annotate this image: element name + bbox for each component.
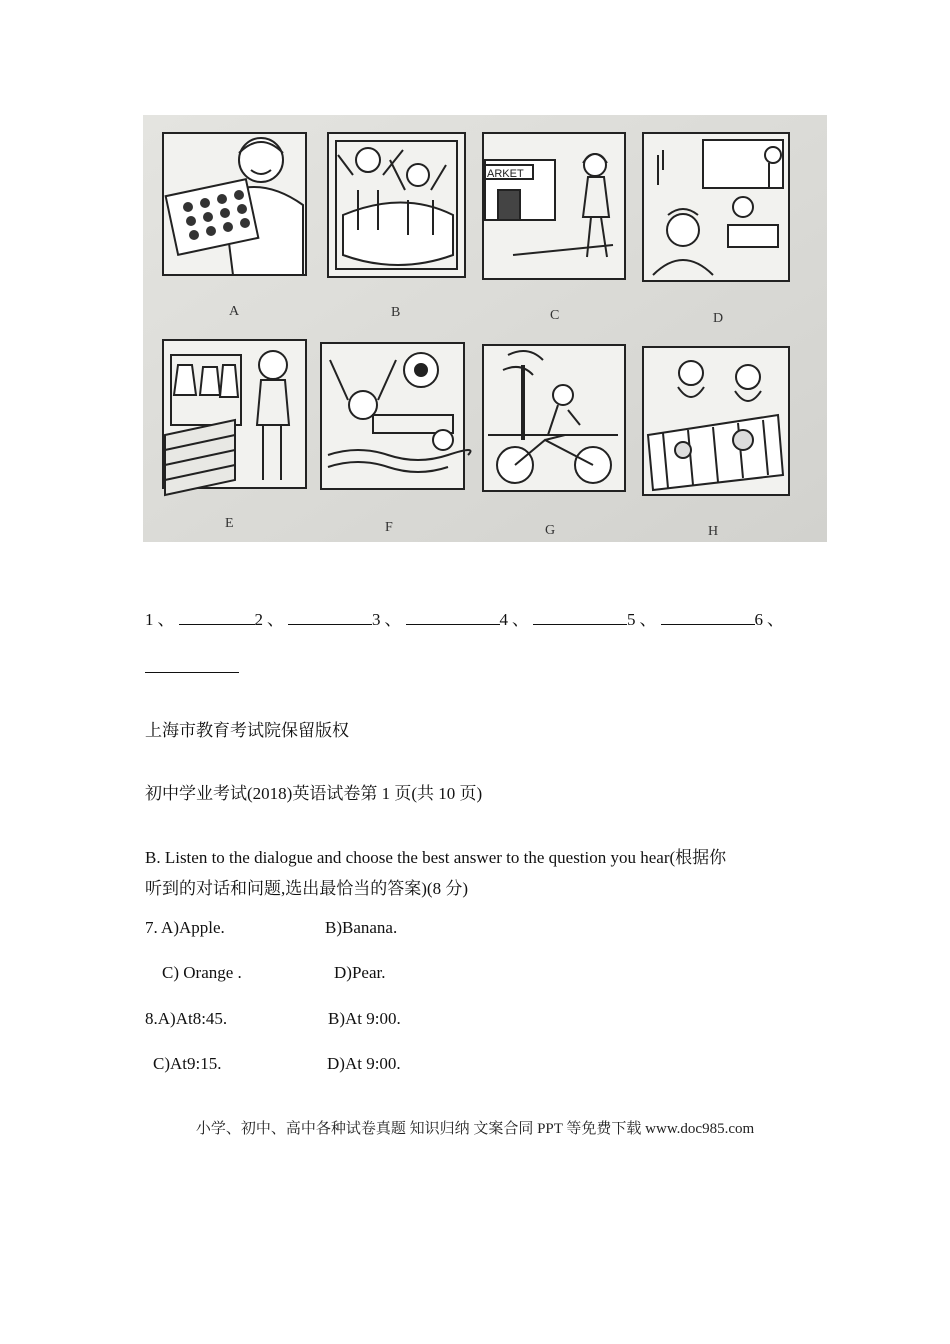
answer-4-blank[interactable] <box>533 610 627 625</box>
q8-option-c[interactable]: C)At9:15. <box>153 1054 222 1073</box>
question-8-row2 <box>153 1054 401 1074</box>
copyright-notice: 上海市教育考试院保留版权 <box>145 721 349 740</box>
q7-option-d[interactable]: D)Pear. <box>334 963 386 982</box>
answer-5-num: 5 <box>627 610 636 629</box>
answer-2-sep: 、 <box>267 610 284 629</box>
picture-g <box>483 345 625 491</box>
svg-text:ARKET: ARKET <box>487 168 524 180</box>
label-a: A <box>229 304 240 319</box>
picture-c <box>483 133 625 279</box>
footer-promo: 小学、初中、高中各种试卷真题 知识归纳 文案合同 PPT 等免费下载 www.doc985.com <box>195 1121 755 1137</box>
q8-option-d[interactable]: D)At 9:00. <box>327 1054 401 1073</box>
q8-option-b[interactable]: B)At 9:00. <box>328 1009 401 1028</box>
picture-e <box>163 340 306 495</box>
q8-option-a[interactable]: 8.A)At8:45. <box>145 1009 228 1028</box>
question-7-row1 <box>145 918 397 938</box>
label-h: H <box>708 524 719 539</box>
picture-d <box>643 133 789 281</box>
picture-panel-drawing <box>143 115 827 542</box>
answer-3-blank[interactable] <box>406 610 500 625</box>
answer-2-num: 2 <box>254 610 263 629</box>
answer-3-sep: 、 <box>384 610 402 629</box>
section-b-instructions-line1: B. Listen to the dialogue and choose the best answer to the question you hear(根据你 <box>145 848 727 867</box>
answer-4-sep: 、 <box>512 610 529 629</box>
answer-blanks-row <box>145 605 788 630</box>
answer-6-blank-row <box>145 658 239 678</box>
answer-1-sep: 、 <box>157 610 175 629</box>
answer-6-blank[interactable] <box>145 658 239 673</box>
label-d: D <box>713 311 724 326</box>
picture-a <box>163 133 306 275</box>
label-b: B <box>391 305 401 320</box>
q7-option-b[interactable]: B)Banana. <box>325 918 398 937</box>
picture-h <box>643 347 789 495</box>
q7-option-c[interactable]: C) Orange . <box>162 963 242 982</box>
answer-2-blank[interactable] <box>288 610 372 625</box>
answer-5-blank[interactable] <box>661 610 755 625</box>
question-8-row1 <box>145 1009 401 1029</box>
label-e: E <box>225 516 234 531</box>
answer-1-blank[interactable] <box>179 610 255 625</box>
answer-6-sep: 、 <box>767 610 784 629</box>
picture-panel-photo <box>143 115 827 542</box>
exam-page-info: 初中学业考试(2018)英语试卷第 1 页(共 10 页) <box>145 784 483 803</box>
picture-b <box>328 133 465 277</box>
answer-3-num: 3 <box>372 610 381 629</box>
label-g: G <box>545 523 556 538</box>
answer-4-num: 4 <box>499 610 508 629</box>
answer-6-num: 6 <box>754 610 763 629</box>
answer-5-sep: 、 <box>639 610 657 629</box>
label-f: F <box>385 520 393 535</box>
question-7-row2 <box>162 963 385 983</box>
answer-1-num: 1 <box>145 610 154 629</box>
section-b-instructions-line2: 听到的对话和问题,选出最恰当的答案)(8 分) <box>145 879 468 898</box>
q7-option-a[interactable]: 7. A)Apple. <box>145 918 225 937</box>
label-c: C <box>550 308 560 323</box>
picture-f <box>321 343 471 489</box>
